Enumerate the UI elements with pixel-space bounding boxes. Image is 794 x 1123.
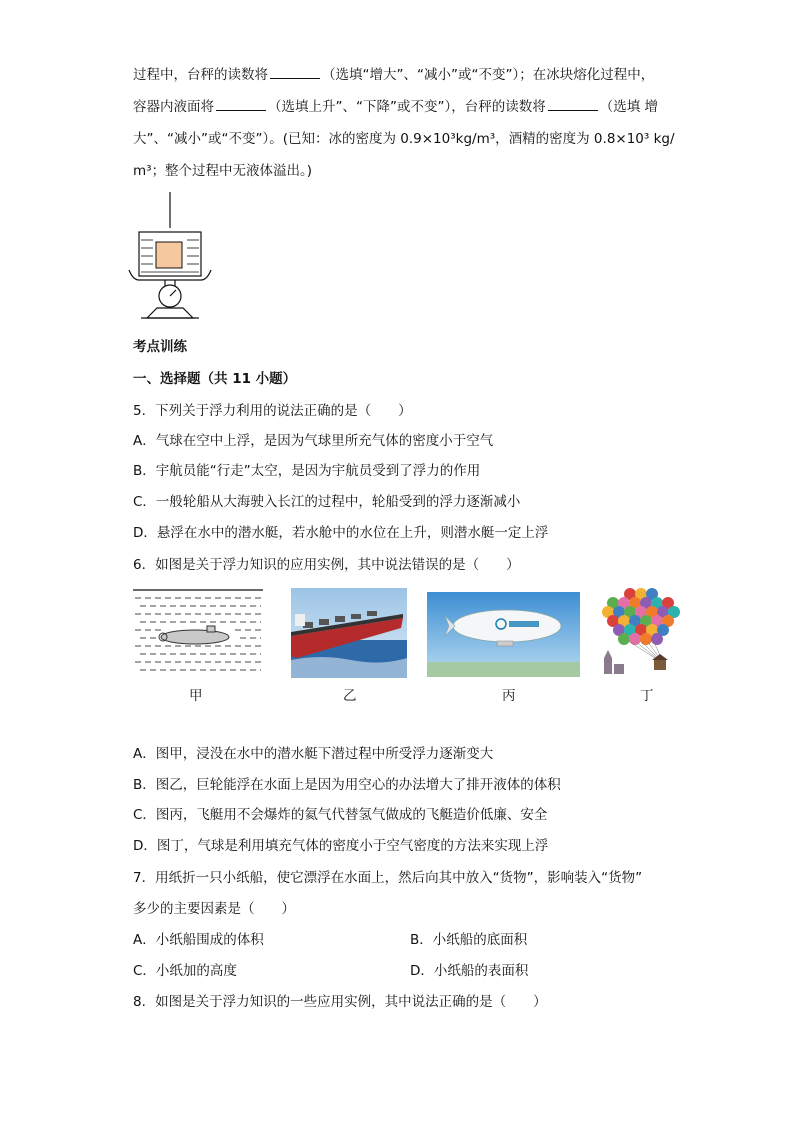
- q8-stem: 8．如图是关于浮力知识的一些应用实例，其中说法正确的是（ ）: [133, 994, 547, 1010]
- intro-text: 容器内液面将: [133, 99, 214, 115]
- q6-option-a[interactable]: A．图甲，浸没在水中的潜水艇下潜过程中所受浮力逐渐变大: [133, 746, 494, 762]
- q7-option-b[interactable]: B．小纸船的底面积: [410, 932, 528, 948]
- airship-icon: [453, 610, 561, 642]
- house: [654, 660, 666, 670]
- section-title: 考点训练: [133, 339, 187, 355]
- scale-base: [147, 308, 193, 318]
- scale-diagram: [125, 190, 215, 325]
- q5-option-c[interactable]: C．一般轮船从大海驶入长江的过程中，轮船受到的浮力逐渐减小: [133, 494, 521, 510]
- ship-figure: [291, 588, 407, 678]
- answer-blank[interactable]: [216, 98, 266, 111]
- q5-stem: 5．下列关于浮力利用的说法正确的是（ ）: [133, 403, 412, 419]
- q7-option-c[interactable]: C．小纸加的高度: [133, 963, 237, 979]
- answer-blank[interactable]: [548, 98, 598, 111]
- q5-option-b[interactable]: B．宇航员能“行走”太空，是因为宇航员受到了浮力的作用: [133, 463, 481, 479]
- intro-text: 过程中，台秤的读数将: [133, 67, 268, 83]
- q7-stem-line-2: 多少的主要因素是（ ）: [133, 901, 295, 917]
- answer-blank[interactable]: [270, 66, 320, 79]
- q6-stem: 6．如图是关于浮力知识的应用实例，其中说法错误的是（ ）: [133, 557, 520, 573]
- intro-line-4: m³；整个过程中无液体溢出。): [133, 163, 313, 179]
- q6-option-b[interactable]: B．图乙，巨轮能浮在水面上是因为用空心的办法增大了排开液体的体积: [133, 777, 561, 793]
- caption-yi: 乙: [343, 688, 357, 704]
- ice-block: [156, 242, 182, 268]
- q7-stem-line-1: 7．用纸折一只小纸船，使它漂浮在水面上，然后向其中放入“货物”，影响装入“货物”: [133, 870, 643, 886]
- intro-text: （选填“增大”、“减小”或“不变”）；在冰块熔化过程中，: [322, 67, 655, 83]
- intro-text: （选填上升”、“下降”或不变”），台秤的读数将: [268, 99, 546, 115]
- intro-line-3: 大”、“减小”或“不变”）。(已知：冰的密度为 0.9×10³kg/m³，酒精的密度为 0.8×10³ kg/: [133, 131, 675, 147]
- airship-figure: [427, 592, 580, 677]
- submarine-icon: [161, 630, 229, 644]
- q5-option-d[interactable]: D．悬浮在水中的潜水艇，若水舱中的水位在上升，则潜水艇一定上浮: [133, 525, 549, 541]
- intro-line-1: [133, 66, 654, 84]
- section-heading: 一、选择题（共 11 小题）: [133, 371, 297, 387]
- balloons-figure: [598, 586, 684, 682]
- submarine-figure: [133, 588, 263, 680]
- q6-option-d[interactable]: D．图丁，气球是利用填充气体的密度小于空气密度的方法来实现上浮: [133, 838, 549, 854]
- q5-option-a[interactable]: A．气球在空中上浮，是因为气球里所充气体的密度小于空气: [133, 433, 494, 449]
- intro-line-2: [133, 98, 658, 116]
- q7-option-a[interactable]: A．小纸船围成的体积: [133, 932, 264, 948]
- q7-option-d[interactable]: D．小纸船的表面积: [410, 963, 529, 979]
- intro-text: （选填 增: [599, 99, 659, 115]
- caption-jia: 甲: [189, 688, 203, 704]
- caption-bing: 丙: [502, 688, 516, 704]
- caption-ding: 丁: [640, 688, 654, 704]
- q6-option-c[interactable]: C．图丙，飞艇用不会爆炸的氦气代替氢气做成的飞艇造价低廉、安全: [133, 807, 548, 823]
